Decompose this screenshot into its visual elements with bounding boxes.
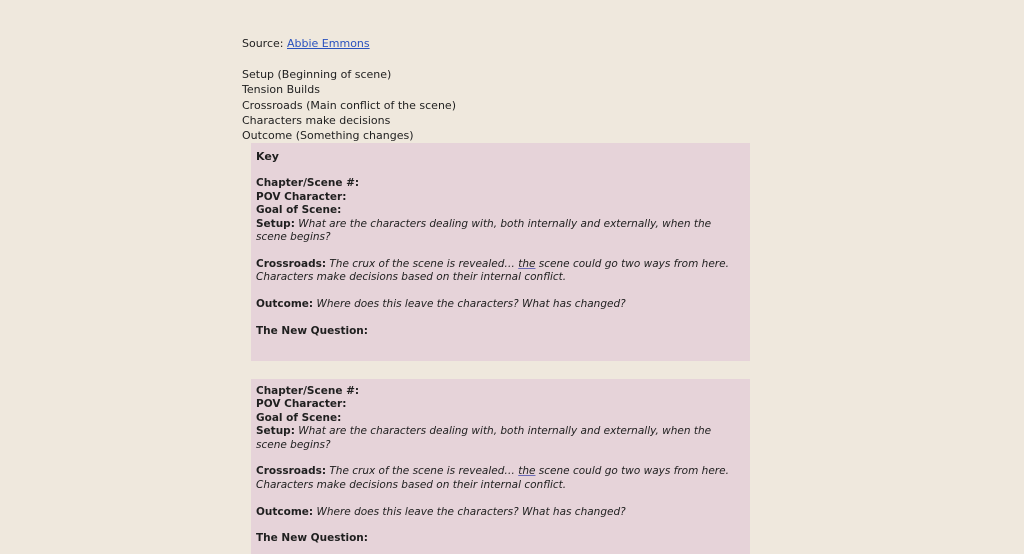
crossroads-row <box>256 258 744 285</box>
scene-outline-list <box>242 67 762 143</box>
source-link[interactable]: Abbie Emmons <box>287 37 370 50</box>
chapter-scene-label: Chapter/Scene #: <box>256 177 360 190</box>
scene-template-card <box>251 379 750 554</box>
new-question-label: The New Question: <box>256 532 368 545</box>
setup-text: What are the characters dealing with, both internally and externally, when the scene begins? <box>256 425 712 451</box>
new-question-label: The New Question: <box>256 324 368 337</box>
crossroads-row <box>256 465 744 492</box>
setup-label: Setup: <box>256 217 295 230</box>
crossroads-text-a: The crux of the scene is revealed… <box>329 257 519 270</box>
outline-item: Characters make decisions <box>242 113 391 127</box>
outline-item: Setup (Beginning of scene) <box>242 68 392 81</box>
outcome-text: Where does this leave the characters? What has changed? <box>316 505 626 518</box>
outcome-row <box>256 298 744 311</box>
outcome-label: Outcome: <box>256 505 314 518</box>
source-prefix: Source: <box>242 37 284 50</box>
setup-row <box>256 218 744 245</box>
goal-of-scene-label: Goal of Scene: <box>256 204 342 217</box>
source-line <box>242 36 762 51</box>
pov-character-label: POV Character: <box>256 398 347 411</box>
outline-item: Tension Builds <box>242 83 320 97</box>
crossroads-label: Crossroads: <box>256 465 327 478</box>
crossroads-text-b: scene could go two ways from here. Characters make decisions based on their internal conflict. <box>256 465 729 491</box>
key-title: Key <box>256 150 279 163</box>
crossroads-label: Crossroads: <box>256 257 327 270</box>
document-body <box>242 36 762 143</box>
outcome-row <box>256 506 744 519</box>
outcome-label: Outcome: <box>256 298 314 311</box>
scene-key-card <box>251 143 750 361</box>
crossroads-text-a: The crux of the scene is revealed… <box>329 465 519 478</box>
crossroads-text-the: the <box>518 465 536 478</box>
chapter-scene-label: Chapter/Scene #: <box>256 385 360 397</box>
crossroads-text-b: scene could go two ways from here. Characters make decisions based on their internal conflict. <box>256 257 729 284</box>
outline-item: Outcome (Something changes) <box>242 129 414 143</box>
outline-item: Crossroads (Main conflict of the scene) <box>242 98 456 112</box>
setup-label: Setup: <box>256 425 295 438</box>
pov-character-label: POV Character: <box>256 190 347 203</box>
setup-text: What are the characters dealing with, both internally and externally, when the scene begins? <box>256 217 712 244</box>
setup-row <box>256 425 744 452</box>
outcome-text: Where does this leave the characters? What has changed? <box>316 298 626 311</box>
crossroads-text-the: the <box>518 257 536 270</box>
goal-of-scene-label: Goal of Scene: <box>256 411 342 424</box>
